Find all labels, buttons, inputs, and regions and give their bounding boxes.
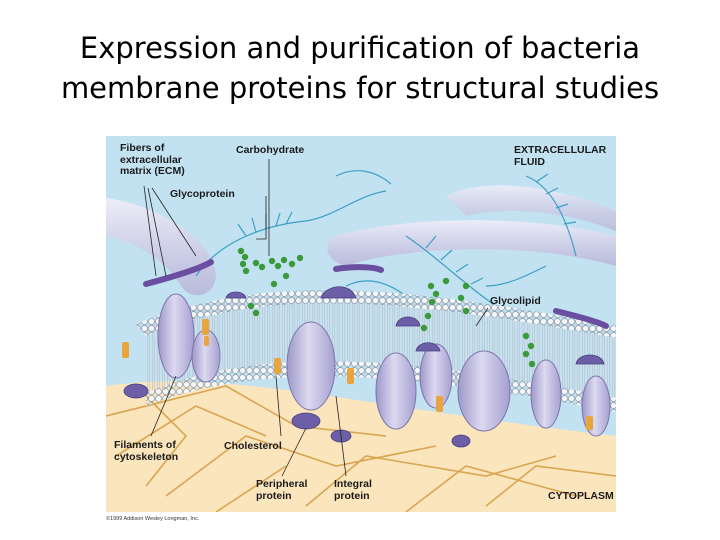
label-carbohydrate: Carbohydrate [236, 144, 305, 156]
label-cytoplasm: CYTOPLASM [548, 490, 614, 502]
label-extracellular-fluid: EXTRACELLULAR FLUID [514, 144, 607, 168]
label-fibers-ecm: Fibers of extracellular matrix (ECM) [120, 142, 185, 177]
membrane-diagram [106, 136, 616, 522]
label-filaments-cytoskeleton: Filaments of cytoskeleton [114, 439, 179, 463]
label-peripheral-protein: Peripheral protein [256, 478, 308, 502]
label-integral-protein: Integral protein [334, 478, 372, 502]
slide-title-line-2: membrane proteins for structural studies [60, 71, 660, 105]
slide-title [0, 28, 720, 108]
label-glycolipid: Glycolipid [490, 295, 541, 307]
label-glycoprotein: Glycoprotein [170, 188, 235, 200]
label-cholesterol: Cholesterol [224, 440, 282, 452]
slide-title-line-1: Expression and purification of bacteria [79, 31, 641, 65]
copyright-notice: ©1999 Addison Wesley Longman, Inc. [106, 516, 200, 522]
